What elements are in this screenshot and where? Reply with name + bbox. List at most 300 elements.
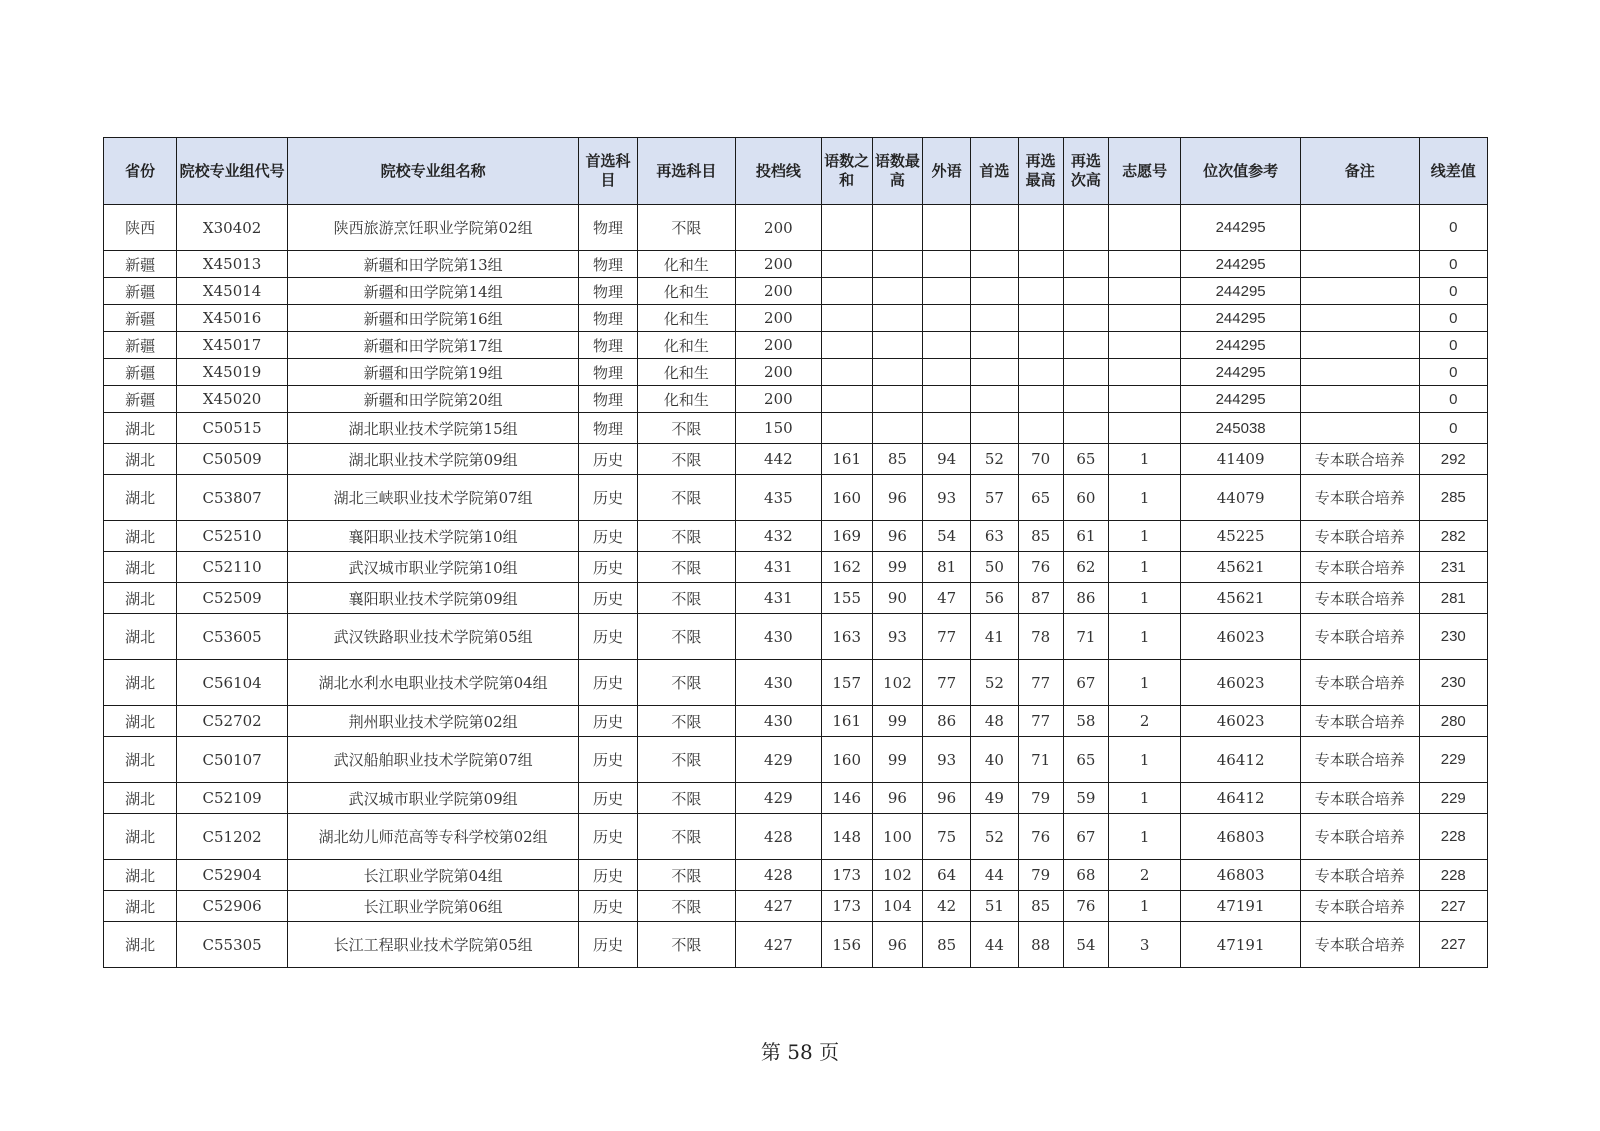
cell-second: 化和生 [637,332,735,359]
cell-diff: 0 [1419,413,1487,444]
cell-second: 不限 [637,891,735,922]
table-row [104,278,1488,305]
cell-choice: 1 [1108,783,1180,814]
cell-cm-max [872,386,922,413]
cell-cm-sum: 160 [821,475,872,521]
cell-note: 专本联合培养 [1300,814,1419,860]
cell-note [1300,251,1419,278]
cell-code: C52110 [177,552,288,583]
cell-cm-max: 85 [872,444,922,475]
cell-second: 化和生 [637,359,735,386]
cell-score: 442 [736,444,821,475]
cell-score: 429 [736,783,821,814]
cell-note [1300,386,1419,413]
cell-second-max: 87 [1018,583,1063,614]
cell-note [1300,413,1419,444]
table-row [104,783,1488,814]
cell-name: 武汉铁路职业技术学院第05组 [287,614,578,660]
cell-code: C52904 [177,860,288,891]
cell-code: C56104 [177,660,288,706]
cell-name: 荆州职业技术学院第02组 [287,706,578,737]
cell-name: 新疆和田学院第16组 [287,305,578,332]
table-row [104,737,1488,783]
cell-first: 物理 [579,205,637,251]
cell-note: 专本联合培养 [1300,444,1419,475]
cell-foreign [923,359,971,386]
table-row [104,475,1488,521]
cell-choice: 1 [1108,583,1180,614]
cell-province: 湖北 [104,475,177,521]
cell-second-next: 68 [1063,860,1108,891]
cell-rank: 244295 [1181,251,1301,278]
cell-province: 新疆 [104,332,177,359]
table-row [104,660,1488,706]
cell-second-next: 71 [1063,614,1108,660]
cell-diff: 0 [1419,205,1487,251]
cell-score: 200 [736,251,821,278]
cell-cm-sum: 169 [821,521,872,552]
cell-first: 物理 [579,359,637,386]
cell-first: 历史 [579,814,637,860]
cell-choice [1108,332,1180,359]
cell-cm-max: 99 [872,706,922,737]
cell-cm-sum: 157 [821,660,872,706]
table-row [104,205,1488,251]
cell-province: 湖北 [104,552,177,583]
cell-second-max: 76 [1018,814,1063,860]
cell-score: 431 [736,552,821,583]
cell-rank: 46023 [1181,706,1301,737]
cell-first-score: 63 [971,521,1018,552]
cell-choice: 3 [1108,922,1180,968]
cell-score: 430 [736,706,821,737]
cell-code: X45016 [177,305,288,332]
cell-second-next: 67 [1063,814,1108,860]
cell-diff: 0 [1419,251,1487,278]
cell-cm-sum [821,305,872,332]
cell-second-next [1063,386,1108,413]
cell-cm-sum: 173 [821,891,872,922]
cell-cm-sum [821,332,872,359]
cell-score: 432 [736,521,821,552]
cell-diff: 0 [1419,332,1487,359]
cell-second-max: 79 [1018,860,1063,891]
cell-cm-max: 93 [872,614,922,660]
cell-province: 新疆 [104,251,177,278]
cell-score: 200 [736,386,821,413]
cell-name: 湖北职业技术学院第09组 [287,444,578,475]
cell-code: X45014 [177,278,288,305]
cell-province: 湖北 [104,737,177,783]
cell-first: 历史 [579,737,637,783]
cell-score: 200 [736,305,821,332]
cell-first-score [971,332,1018,359]
cell-first-score [971,359,1018,386]
cell-second-max [1018,332,1063,359]
cell-cm-sum [821,278,872,305]
cell-diff: 228 [1419,814,1487,860]
cell-first-score: 51 [971,891,1018,922]
cell-second-max: 85 [1018,521,1063,552]
cell-foreign [923,251,971,278]
cell-choice: 1 [1108,475,1180,521]
cell-province: 湖北 [104,783,177,814]
cell-score: 427 [736,922,821,968]
cell-first: 历史 [579,891,637,922]
cell-name: 湖北职业技术学院第15组 [287,413,578,444]
table-row [104,413,1488,444]
cell-choice [1108,305,1180,332]
cell-cm-max: 102 [872,860,922,891]
cell-code: C50515 [177,413,288,444]
cell-second-next: 59 [1063,783,1108,814]
cell-rank: 45621 [1181,583,1301,614]
cell-diff: 280 [1419,706,1487,737]
col-header-group-name: 院校专业组名称 [287,138,578,205]
cell-cm-sum: 161 [821,444,872,475]
cell-score: 200 [736,205,821,251]
cell-foreign: 64 [923,860,971,891]
col-header-choice-number: 志愿号 [1108,138,1180,205]
cell-note: 专本联合培养 [1300,891,1419,922]
cell-diff: 227 [1419,891,1487,922]
cell-first: 历史 [579,614,637,660]
cell-score: 431 [736,583,821,614]
cell-foreign [923,332,971,359]
cell-choice: 1 [1108,814,1180,860]
cell-code: C50509 [177,444,288,475]
cell-second-next: 58 [1063,706,1108,737]
cell-second-max [1018,305,1063,332]
cell-rank: 47191 [1181,891,1301,922]
col-header-group-code: 院校专业组代号 [177,138,288,205]
cell-cm-sum [821,386,872,413]
cell-cm-max [872,332,922,359]
cell-score: 430 [736,660,821,706]
cell-second-next: 62 [1063,552,1108,583]
cell-second-max [1018,278,1063,305]
cell-first: 历史 [579,706,637,737]
cell-choice [1108,359,1180,386]
col-header-province: 省份 [104,138,177,205]
cell-name: 襄阳职业技术学院第09组 [287,583,578,614]
cell-note [1300,359,1419,386]
cell-cm-max: 96 [872,521,922,552]
cell-second-max: 65 [1018,475,1063,521]
cell-cm-max: 100 [872,814,922,860]
cell-first: 历史 [579,444,637,475]
cell-second-next [1063,205,1108,251]
cell-rank: 245038 [1181,413,1301,444]
cell-score: 435 [736,475,821,521]
cell-score: 428 [736,814,821,860]
col-header-chinese-math-sum: 语数之和 [821,138,872,205]
cell-second-max [1018,359,1063,386]
col-header-rank-reference: 位次值参考 [1181,138,1301,205]
cell-foreign [923,205,971,251]
table-row [104,891,1488,922]
cell-cm-max [872,359,922,386]
cell-name: 湖北三峡职业技术学院第07组 [287,475,578,521]
cell-note [1300,332,1419,359]
cell-name: 新疆和田学院第17组 [287,332,578,359]
cell-first-score: 57 [971,475,1018,521]
cell-diff: 0 [1419,359,1487,386]
cell-score: 150 [736,413,821,444]
cell-diff: 282 [1419,521,1487,552]
cell-first-score [971,305,1018,332]
cell-choice: 1 [1108,737,1180,783]
cell-foreign: 96 [923,783,971,814]
cell-note: 专本联合培养 [1300,783,1419,814]
cell-first-score: 56 [971,583,1018,614]
cell-first-score: 44 [971,860,1018,891]
cell-cm-sum [821,359,872,386]
cell-code: X45017 [177,332,288,359]
cell-first-score [971,413,1018,444]
cell-code: C51202 [177,814,288,860]
cell-diff: 0 [1419,386,1487,413]
cell-cm-max: 104 [872,891,922,922]
cell-second-next [1063,332,1108,359]
table-row [104,814,1488,860]
table-row [104,444,1488,475]
cell-second-max: 76 [1018,552,1063,583]
cell-first-score [971,251,1018,278]
cell-province: 湖北 [104,706,177,737]
cell-foreign: 81 [923,552,971,583]
cell-cm-sum [821,205,872,251]
cell-second-max: 78 [1018,614,1063,660]
cell-score: 200 [736,359,821,386]
cell-second: 不限 [637,737,735,783]
cell-cm-sum [821,413,872,444]
cell-note [1300,305,1419,332]
cell-province: 新疆 [104,359,177,386]
cell-cm-max: 96 [872,475,922,521]
cell-first: 物理 [579,413,637,444]
cell-foreign: 85 [923,922,971,968]
cell-code: C53807 [177,475,288,521]
cell-second-max [1018,413,1063,444]
col-header-second-subject: 再选科目 [637,138,735,205]
cell-diff: 0 [1419,305,1487,332]
cell-choice [1108,251,1180,278]
cell-second: 不限 [637,552,735,583]
cell-name: 长江职业学院第06组 [287,891,578,922]
cell-code: C52906 [177,891,288,922]
cell-second: 化和生 [637,251,735,278]
cell-diff: 231 [1419,552,1487,583]
cell-name: 新疆和田学院第13组 [287,251,578,278]
cell-second-max: 71 [1018,737,1063,783]
cell-diff: 229 [1419,783,1487,814]
cell-foreign: 77 [923,614,971,660]
cell-name: 长江职业学院第04组 [287,860,578,891]
col-header-second-next: 再选次高 [1063,138,1108,205]
cell-note: 专本联合培养 [1300,706,1419,737]
cell-second-next [1063,305,1108,332]
cell-diff: 229 [1419,737,1487,783]
cell-rank: 244295 [1181,205,1301,251]
cell-second-max: 88 [1018,922,1063,968]
cell-foreign: 86 [923,706,971,737]
cell-note [1300,205,1419,251]
cell-second-max: 70 [1018,444,1063,475]
cell-second-next: 65 [1063,444,1108,475]
cell-second-max: 77 [1018,706,1063,737]
cell-first: 物理 [579,386,637,413]
cell-first-score: 48 [971,706,1018,737]
cell-first: 历史 [579,521,637,552]
col-header-chinese-math-max: 语数最高 [872,138,922,205]
cell-province: 湖北 [104,660,177,706]
cell-code: C52109 [177,783,288,814]
cell-cm-max: 90 [872,583,922,614]
table-row [104,583,1488,614]
cell-name: 湖北幼儿师范高等专科学校第02组 [287,814,578,860]
cell-cm-sum: 156 [821,922,872,968]
cell-cm-sum: 160 [821,737,872,783]
cell-foreign [923,386,971,413]
cell-foreign [923,413,971,444]
cell-second-max [1018,205,1063,251]
col-header-first-choice-score: 首选 [971,138,1018,205]
cell-foreign: 75 [923,814,971,860]
cell-choice [1108,413,1180,444]
cell-second: 不限 [637,205,735,251]
cell-code: C50107 [177,737,288,783]
cell-first-score: 52 [971,814,1018,860]
cell-foreign: 93 [923,737,971,783]
cell-score: 200 [736,278,821,305]
cell-second-next: 60 [1063,475,1108,521]
cell-second-next: 65 [1063,737,1108,783]
cell-rank: 46023 [1181,614,1301,660]
cell-cm-sum: 163 [821,614,872,660]
cell-code: X45013 [177,251,288,278]
cell-province: 湖北 [104,583,177,614]
cell-note: 专本联合培养 [1300,922,1419,968]
cell-foreign [923,278,971,305]
cell-first-score: 52 [971,444,1018,475]
cell-cm-max [872,305,922,332]
table-row [104,251,1488,278]
cell-choice [1108,205,1180,251]
cell-province: 新疆 [104,278,177,305]
cell-rank: 46412 [1181,783,1301,814]
cell-first: 物理 [579,251,637,278]
cell-province: 湖北 [104,814,177,860]
cell-rank: 244295 [1181,278,1301,305]
cell-second-next: 67 [1063,660,1108,706]
table-row [104,305,1488,332]
cell-foreign: 42 [923,891,971,922]
cell-second-next [1063,278,1108,305]
table-row [104,386,1488,413]
cell-score: 430 [736,614,821,660]
cell-rank: 46412 [1181,737,1301,783]
cell-second-max [1018,386,1063,413]
cell-second-next: 86 [1063,583,1108,614]
cell-choice: 1 [1108,444,1180,475]
cell-cm-max [872,413,922,444]
cell-name: 武汉城市职业学院第09组 [287,783,578,814]
cell-province: 湖北 [104,521,177,552]
cell-cm-sum: 155 [821,583,872,614]
cell-diff: 228 [1419,860,1487,891]
cell-second-max [1018,251,1063,278]
cell-name: 新疆和田学院第19组 [287,359,578,386]
cell-rank: 46803 [1181,860,1301,891]
cell-code: C52702 [177,706,288,737]
cell-score: 428 [736,860,821,891]
cell-note: 专本联合培养 [1300,475,1419,521]
col-header-note: 备注 [1300,138,1419,205]
cell-province: 湖北 [104,444,177,475]
cell-foreign: 93 [923,475,971,521]
cell-first-score: 40 [971,737,1018,783]
cell-foreign: 77 [923,660,971,706]
cell-first: 历史 [579,783,637,814]
cell-cm-sum: 161 [821,706,872,737]
cell-choice: 1 [1108,521,1180,552]
cell-diff: 230 [1419,660,1487,706]
cell-choice [1108,278,1180,305]
cell-rank: 46023 [1181,660,1301,706]
cell-diff: 230 [1419,614,1487,660]
cell-second: 不限 [637,583,735,614]
cell-foreign: 94 [923,444,971,475]
cell-cm-sum: 173 [821,860,872,891]
cell-first: 历史 [579,552,637,583]
cell-code: X45020 [177,386,288,413]
table-row [104,332,1488,359]
cell-second: 化和生 [637,386,735,413]
cell-first: 历史 [579,583,637,614]
cell-diff: 227 [1419,922,1487,968]
cell-cm-max: 96 [872,922,922,968]
cell-code: X30402 [177,205,288,251]
cell-first-score [971,278,1018,305]
cell-cm-sum [821,251,872,278]
table-row [104,860,1488,891]
cell-choice: 2 [1108,706,1180,737]
cell-first-score: 41 [971,614,1018,660]
cell-note: 专本联合培养 [1300,860,1419,891]
cell-cm-max [872,251,922,278]
cell-note: 专本联合培养 [1300,521,1419,552]
cell-cm-max: 99 [872,552,922,583]
cell-province: 湖北 [104,413,177,444]
cell-second: 不限 [637,444,735,475]
col-header-second-max: 再选最高 [1018,138,1063,205]
cell-province: 陕西 [104,205,177,251]
cell-first: 物理 [579,305,637,332]
cell-second-max: 77 [1018,660,1063,706]
cell-province: 湖北 [104,891,177,922]
admission-table [103,137,1488,968]
cell-name: 武汉船舶职业技术学院第07组 [287,737,578,783]
header-row [104,138,1488,205]
cell-diff: 0 [1419,278,1487,305]
cell-first-score [971,205,1018,251]
cell-cm-max: 99 [872,737,922,783]
cell-second: 化和生 [637,305,735,332]
cell-second: 不限 [637,706,735,737]
cell-second-next [1063,413,1108,444]
cell-foreign [923,305,971,332]
